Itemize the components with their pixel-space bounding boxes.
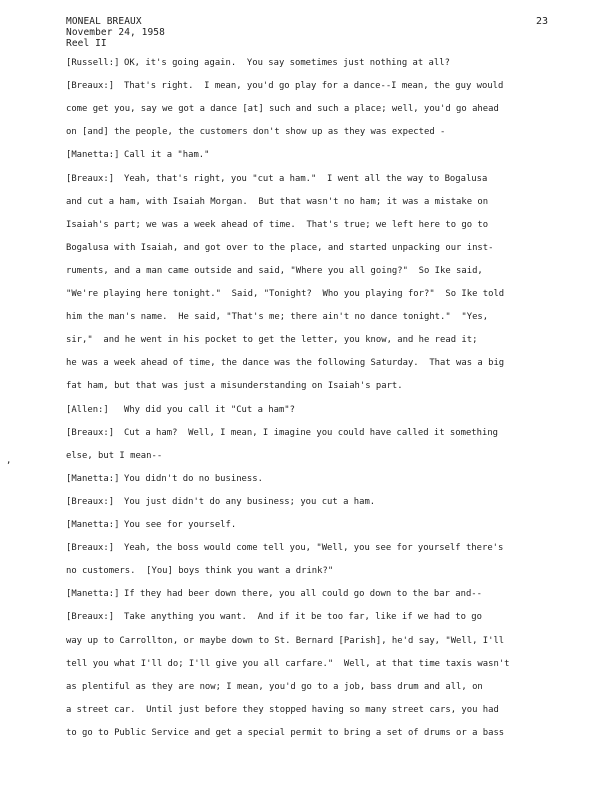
line-text: way up to Carrollton, or maybe down to St. Bernard [Parish], he'd say, "Well, I'll (66, 635, 505, 646)
speaker-label: [Breaux:] (66, 173, 115, 184)
transcript-line (66, 704, 596, 716)
line-text: fat ham, but that was just a misunderstanding on Isaiah's part. (66, 381, 403, 392)
line-text: Yeah, that's right, you "cut a ham." I went all the way to Bogalusa (124, 173, 488, 184)
line-text: You just didn't do any business; you cut a ham. (124, 496, 376, 507)
line-text: and cut a ham, with Isaiah Morgan. But that wasn't no ham; it was a mistake on (66, 196, 489, 207)
interviewee-name: MONEAL BREAUX (66, 16, 142, 27)
line-text: "We're playing here tonight." Said, "Tonight? Who you playing for?" So Ike told (66, 289, 505, 299)
line-text: Cut a ham? Well, I mean, I imagine you could have called it something (124, 427, 499, 438)
transcript-line (66, 57, 596, 69)
line-text: he was a week ahead of time, the dance was the following Saturday. That was a big (66, 358, 505, 369)
margin-mark: , (6, 456, 12, 466)
line-text: him the man's name. He said, "That's me; there ain't no dance tonight." "Yes, (66, 312, 489, 323)
speaker-label: [Manetta:] (66, 150, 120, 161)
line-text: ruments, and a man came outside and said, "Where you all going?" So Ike said, (66, 265, 483, 276)
line-text: tell you what I'll do; I'll give you all carfare." Well, at that time taxis wasn't (66, 658, 510, 669)
speaker-label: [Manetta:] (66, 520, 120, 530)
line-text: to go to Public Service and get a special permit to bring a set of drums or a bass (66, 727, 505, 738)
line-text: else, but I mean-- (66, 450, 163, 461)
line-text: You didn't do no business. (124, 473, 263, 484)
transcript-line (66, 334, 596, 346)
transcript-line (66, 427, 596, 439)
transcript-line (66, 357, 596, 369)
speaker-label: [Breaux:] (66, 81, 115, 92)
transcript-line (66, 519, 596, 531)
transcript-line (66, 658, 596, 670)
speaker-label: [Breaux:] (66, 496, 115, 507)
speaker-label: [Breaux:] (66, 612, 115, 623)
transcript-line (66, 103, 596, 115)
transcript-line (66, 265, 596, 277)
transcript-line (66, 611, 596, 623)
line-text: If they had beer down there, you all could go down to the bar and-- (124, 589, 482, 600)
transcript-line (66, 126, 596, 138)
transcript-line (66, 496, 596, 508)
transcript-line (66, 149, 596, 161)
transcript-line (66, 219, 596, 231)
line-text: no customers. [You] boys think you want a drink?" (66, 566, 334, 577)
line-text: Take anything you want. And if it be too far, like if we had to go (124, 612, 482, 623)
speaker-label: [Allen:] (66, 404, 109, 415)
line-text: Why did you call it "Cut a ham"? (124, 404, 295, 415)
speaker-label: [Breaux:] (66, 543, 115, 554)
line-text: That's right. I mean, you'd go play for a dance--I mean, the guy would (124, 81, 504, 92)
transcript-line (66, 288, 596, 300)
line-text: Bogalusa with Isaiah, and got over to the place, and started unpacking our inst- (66, 242, 494, 253)
transcript-line (66, 565, 596, 577)
line-text: Call it a "ham." (124, 150, 210, 161)
transcript-line (66, 450, 596, 462)
transcript-line (66, 635, 596, 647)
transcript-line (66, 542, 596, 554)
transcript-line (66, 196, 596, 208)
interview-date: November 24, 1958 (66, 27, 165, 38)
speaker-label: [Russell:] (66, 58, 120, 68)
line-text: on [and] the people, the customers don't show up as they was expected - (66, 127, 446, 138)
line-text: You see for yourself. (124, 520, 237, 530)
speaker-label: [Manetta:] (66, 589, 120, 600)
line-text: a street car. Until just before they stopped having so many street cars, you had (66, 704, 499, 715)
line-text: come get you, say we got a dance [at] such and such a place; well, you'd go ahead (66, 104, 499, 115)
line-text: sir," and he went in his pocket to get the letter, you know, and he read it; (66, 335, 478, 346)
transcript-line (66, 80, 596, 92)
transcript-line (66, 727, 596, 739)
transcript-line (66, 242, 596, 254)
line-text: Isaiah's part; we was a week ahead of time. That's true; we left here to go to (66, 219, 489, 230)
transcript-line (66, 681, 596, 693)
transcript-line (66, 404, 596, 416)
line-text: Yeah, the boss would come tell you, "Well, you see for yourself there's (124, 543, 504, 554)
transcript-line (66, 473, 596, 485)
speaker-label: [Breaux:] (66, 427, 115, 438)
transcript-line (66, 588, 596, 600)
reel-label: Reel II (66, 38, 107, 49)
transcript-line (66, 380, 596, 392)
transcript-line (66, 173, 596, 185)
line-text: as plentiful as they are now; I mean, you'd go to a job, bass drum and all, on (66, 681, 483, 692)
line-text: OK, it's going again. You say sometimes just nothing at all? (124, 58, 450, 68)
speaker-label: [Manetta:] (66, 473, 120, 484)
transcript-line (66, 311, 596, 323)
page-number: 23 (536, 16, 549, 27)
